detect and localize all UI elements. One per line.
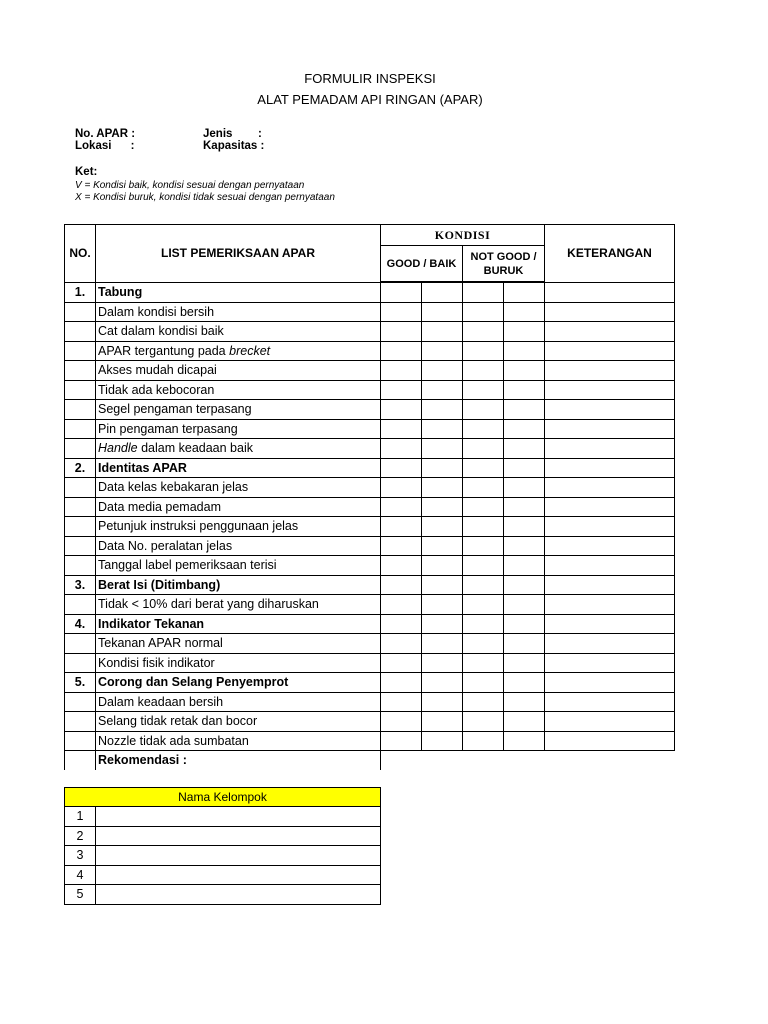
col-keterangan-header: KETERANGAN <box>545 225 675 283</box>
section-heading: Identitas APAR <box>96 458 381 478</box>
row-number <box>65 380 96 400</box>
kondisi-cell[interactable] <box>422 419 463 439</box>
table-row <box>65 419 675 439</box>
row-number: 5. <box>65 673 96 693</box>
kondisi-cell[interactable] <box>422 731 463 751</box>
keterangan-cell[interactable] <box>545 673 675 693</box>
kondisi-cell[interactable] <box>504 673 545 693</box>
row-number <box>65 302 96 322</box>
kondisi-cell[interactable] <box>381 341 422 361</box>
group-member-row <box>65 807 381 827</box>
group-member-name-cell[interactable] <box>96 846 381 866</box>
kondisi-cell[interactable] <box>504 536 545 556</box>
keterangan-cell[interactable] <box>545 439 675 459</box>
kondisi-cell[interactable] <box>381 556 422 576</box>
kondisi-cell[interactable] <box>504 575 545 595</box>
inspection-table <box>64 224 675 770</box>
keterangan-cell[interactable] <box>545 341 675 361</box>
kondisi-cell[interactable] <box>381 712 422 732</box>
row-number <box>65 692 96 712</box>
group-title: Nama Kelompok <box>65 788 381 807</box>
col-notgood-line2: BURUK <box>483 264 524 277</box>
kondisi-cell[interactable] <box>422 458 463 478</box>
kondisi-cell[interactable] <box>422 653 463 673</box>
row-number: 1. <box>65 282 96 302</box>
kondisi-cell[interactable] <box>504 361 545 381</box>
group-member-row <box>65 826 381 846</box>
group-member-row <box>65 865 381 885</box>
keterangan-cell[interactable] <box>545 556 675 576</box>
kondisi-cell[interactable] <box>504 439 545 459</box>
row-number <box>65 517 96 537</box>
kondisi-cell[interactable] <box>504 712 545 732</box>
kondisi-cell[interactable] <box>504 341 545 361</box>
kondisi-cell[interactable] <box>381 400 422 420</box>
kondisi-cell[interactable] <box>381 361 422 381</box>
keterangan-cell[interactable] <box>545 575 675 595</box>
keterangan-cell[interactable] <box>545 361 675 381</box>
table-row <box>65 692 675 712</box>
kondisi-cell[interactable] <box>463 673 504 693</box>
kondisi-cell[interactable] <box>381 692 422 712</box>
row-number <box>65 653 96 673</box>
row-number <box>65 400 96 420</box>
table-row <box>65 380 675 400</box>
check-item: Selang tidak retak dan bocor <box>96 712 381 732</box>
check-item: Dalam kondisi bersih <box>96 302 381 322</box>
check-item: Tekanan APAR normal <box>96 634 381 654</box>
keterangan-cell[interactable] <box>545 322 675 342</box>
row-number: 3. <box>65 575 96 595</box>
row-number <box>65 556 96 576</box>
col-list-header: LIST PEMERIKSAAN APAR <box>96 225 381 283</box>
table-row <box>65 302 675 322</box>
row-number <box>65 634 96 654</box>
table-row <box>65 653 675 673</box>
check-item: Pin pengaman terpasang <box>96 419 381 439</box>
kondisi-cell[interactable] <box>422 673 463 693</box>
keterangan-cell[interactable] <box>545 380 675 400</box>
row-number <box>65 361 96 381</box>
keterangan-cell[interactable] <box>545 614 675 634</box>
kondisi-cell[interactable] <box>504 497 545 517</box>
form-title: FORMULIR INSPEKSI <box>304 71 436 86</box>
col-notgood-header <box>463 246 545 283</box>
keterangan-cell[interactable] <box>545 731 675 751</box>
table-row <box>65 673 675 693</box>
check-item: Tidak < 10% dari berat yang diharuskan <box>96 595 381 615</box>
kondisi-cell[interactable] <box>463 478 504 498</box>
kondisi-cell[interactable] <box>422 282 463 302</box>
keterangan-cell[interactable] <box>545 536 675 556</box>
check-item: Tanggal label pemeriksaan terisi <box>96 556 381 576</box>
kondisi-cell[interactable] <box>463 302 504 322</box>
rekomendasi-row <box>65 751 675 770</box>
kondisi-cell[interactable] <box>381 458 422 478</box>
kondisi-cell[interactable] <box>504 692 545 712</box>
kondisi-cell[interactable] <box>463 439 504 459</box>
keterangan-cell[interactable] <box>545 712 675 732</box>
section-heading: Corong dan Selang Penyemprot <box>96 673 381 693</box>
jenis-label: Jenis : <box>203 128 262 140</box>
keterangan-cell[interactable] <box>545 478 675 498</box>
kondisi-cell[interactable] <box>463 536 504 556</box>
lokasi-label: Lokasi : <box>75 140 135 152</box>
ket-x-line: X = Kondisi buruk, kondisi tidak sesuai dengan pernyataan <box>75 192 335 203</box>
table-row <box>65 595 675 615</box>
kondisi-cell[interactable] <box>463 653 504 673</box>
check-item: Akses mudah dicapai <box>96 361 381 381</box>
kondisi-cell[interactable] <box>422 517 463 537</box>
kondisi-cell[interactable] <box>381 653 422 673</box>
kondisi-cell[interactable] <box>504 634 545 654</box>
row-number: 4. <box>65 614 96 634</box>
row-number <box>65 712 96 732</box>
keterangan-cell[interactable] <box>545 517 675 537</box>
section-heading: Tabung <box>96 282 381 302</box>
kondisi-cell[interactable] <box>381 322 422 342</box>
check-item: Tidak ada kebocoran <box>96 380 381 400</box>
inspection-rows <box>65 282 675 770</box>
kondisi-cell[interactable] <box>504 302 545 322</box>
table-row <box>65 361 675 381</box>
kondisi-cell[interactable] <box>422 322 463 342</box>
kondisi-cell[interactable] <box>422 302 463 322</box>
row-number <box>65 536 96 556</box>
kondisi-cell[interactable] <box>504 517 545 537</box>
kondisi-cell[interactable] <box>422 497 463 517</box>
kondisi-cell[interactable] <box>381 497 422 517</box>
table-row <box>65 731 675 751</box>
kondisi-cell[interactable] <box>381 614 422 634</box>
row-number <box>65 439 96 459</box>
col-notgood-line1: NOT GOOD / <box>470 250 537 263</box>
group-member-number: 4 <box>65 865 96 885</box>
kondisi-cell[interactable] <box>504 614 545 634</box>
kondisi-cell[interactable] <box>381 302 422 322</box>
group-member-number: 5 <box>65 885 96 905</box>
group-member-name-cell[interactable] <box>96 885 381 905</box>
keterangan-cell[interactable] <box>545 634 675 654</box>
keterangan-cell[interactable] <box>545 282 675 302</box>
col-kondisi-header: KONDISI <box>381 225 545 246</box>
kondisi-cell[interactable] <box>422 536 463 556</box>
kondisi-cell[interactable] <box>381 439 422 459</box>
ket-label: Ket: <box>75 166 98 178</box>
rekomendasi-label: Rekomendasi : <box>96 751 381 770</box>
kondisi-cell[interactable] <box>463 361 504 381</box>
kondisi-cell[interactable] <box>504 282 545 302</box>
kondisi-cell[interactable] <box>422 400 463 420</box>
kondisi-cell[interactable] <box>422 575 463 595</box>
keterangan-cell[interactable] <box>545 419 675 439</box>
table-row <box>65 439 675 459</box>
col-good-header: GOOD / BAIK <box>381 246 463 283</box>
keterangan-cell[interactable] <box>545 400 675 420</box>
group-member-number: 1 <box>65 807 96 827</box>
check-item: Kondisi fisik indikator <box>96 653 381 673</box>
row-number <box>65 478 96 498</box>
kondisi-cell[interactable] <box>381 517 422 537</box>
kondisi-cell[interactable] <box>504 478 545 498</box>
ket-v-line: V = Kondisi baik, kondisi sesuai dengan pernyataan <box>75 180 305 191</box>
kondisi-cell[interactable] <box>381 634 422 654</box>
keterangan-cell[interactable] <box>545 653 675 673</box>
kondisi-cell[interactable] <box>422 614 463 634</box>
keterangan-cell[interactable] <box>545 302 675 322</box>
kondisi-cell[interactable] <box>463 731 504 751</box>
row-number <box>65 419 96 439</box>
table-row <box>65 614 675 634</box>
kondisi-cell[interactable] <box>504 419 545 439</box>
kondisi-cell[interactable] <box>463 341 504 361</box>
kondisi-cell[interactable] <box>422 361 463 381</box>
table-row <box>65 322 675 342</box>
kondisi-cell[interactable] <box>504 556 545 576</box>
check-item: Cat dalam kondisi baik <box>96 322 381 342</box>
kondisi-cell[interactable] <box>504 653 545 673</box>
kondisi-cell[interactable] <box>504 731 545 751</box>
check-item: Dalam keadaan bersih <box>96 692 381 712</box>
kondisi-cell[interactable] <box>463 322 504 342</box>
kondisi-cell[interactable] <box>463 556 504 576</box>
table-row <box>65 282 675 302</box>
rekomendasi-spacer <box>65 751 96 770</box>
table-row <box>65 478 675 498</box>
kondisi-cell[interactable] <box>463 575 504 595</box>
kondisi-cell[interactable] <box>422 439 463 459</box>
kondisi-cell[interactable] <box>422 692 463 712</box>
row-number <box>65 497 96 517</box>
form-subtitle: ALAT PEMADAM API RINGAN (APAR) <box>257 92 483 107</box>
kondisi-cell[interactable] <box>504 322 545 342</box>
kondisi-cell[interactable] <box>381 731 422 751</box>
kondisi-cell[interactable] <box>381 478 422 498</box>
kapasitas-label: Kapasitas : <box>203 140 265 152</box>
table-row <box>65 497 675 517</box>
kondisi-cell[interactable] <box>381 419 422 439</box>
kondisi-cell[interactable] <box>463 692 504 712</box>
kondisi-cell[interactable] <box>504 458 545 478</box>
kondisi-cell[interactable] <box>381 673 422 693</box>
keterangan-cell[interactable] <box>545 692 675 712</box>
kondisi-cell[interactable] <box>504 400 545 420</box>
group-table <box>64 787 381 905</box>
keterangan-cell[interactable] <box>545 497 675 517</box>
kondisi-cell[interactable] <box>422 341 463 361</box>
kondisi-cell[interactable] <box>463 458 504 478</box>
row-number <box>65 341 96 361</box>
check-item: APAR tergantung pada brecket <box>96 341 381 361</box>
row-number <box>65 595 96 615</box>
kondisi-cell[interactable] <box>463 634 504 654</box>
kondisi-cell[interactable] <box>381 595 422 615</box>
keterangan-cell[interactable] <box>545 458 675 478</box>
kondisi-cell[interactable] <box>463 400 504 420</box>
row-number <box>65 731 96 751</box>
kondisi-cell[interactable] <box>381 575 422 595</box>
keterangan-cell[interactable] <box>545 595 675 615</box>
kondisi-cell[interactable] <box>422 634 463 654</box>
kondisi-cell[interactable] <box>504 380 545 400</box>
kondisi-cell[interactable] <box>463 419 504 439</box>
kondisi-cell[interactable] <box>463 380 504 400</box>
kondisi-cell[interactable] <box>504 595 545 615</box>
kondisi-cell[interactable] <box>463 595 504 615</box>
check-item: Data No. peralatan jelas <box>96 536 381 556</box>
check-item: Segel pengaman terpasang <box>96 400 381 420</box>
check-item: Data media pemadam <box>96 497 381 517</box>
kondisi-cell[interactable] <box>463 712 504 732</box>
col-no-header: NO. <box>65 225 96 283</box>
group-member-name-cell[interactable] <box>96 865 381 885</box>
group-member-number: 3 <box>65 846 96 866</box>
row-number <box>65 322 96 342</box>
group-member-name-cell[interactable] <box>96 826 381 846</box>
no-apar-label: No. APAR : <box>75 128 136 140</box>
check-item: Data kelas kebakaran jelas <box>96 478 381 498</box>
kondisi-cell[interactable] <box>381 380 422 400</box>
kondisi-cell[interactable] <box>463 517 504 537</box>
group-member-name-cell[interactable] <box>96 807 381 827</box>
kondisi-cell[interactable] <box>422 380 463 400</box>
table-row <box>65 556 675 576</box>
kondisi-cell[interactable] <box>381 536 422 556</box>
kondisi-cell[interactable] <box>381 282 422 302</box>
group-member-row <box>65 846 381 866</box>
kondisi-cell[interactable] <box>422 595 463 615</box>
kondisi-cell[interactable] <box>422 712 463 732</box>
group-member-row <box>65 885 381 905</box>
check-item: Petunjuk instruksi penggunaan jelas <box>96 517 381 537</box>
kondisi-cell[interactable] <box>463 614 504 634</box>
kondisi-cell[interactable] <box>422 478 463 498</box>
table-row <box>65 575 675 595</box>
table-row <box>65 517 675 537</box>
kondisi-cell[interactable] <box>463 497 504 517</box>
check-item: Handle dalam keadaan baik <box>96 439 381 459</box>
table-row <box>65 341 675 361</box>
check-item: Nozzle tidak ada sumbatan <box>96 731 381 751</box>
row-number: 2. <box>65 458 96 478</box>
table-row <box>65 536 675 556</box>
table-row <box>65 712 675 732</box>
section-heading: Indikator Tekanan <box>96 614 381 634</box>
section-heading: Berat Isi (Ditimbang) <box>96 575 381 595</box>
table-row <box>65 458 675 478</box>
table-row <box>65 634 675 654</box>
kondisi-cell[interactable] <box>422 556 463 576</box>
group-member-number: 2 <box>65 826 96 846</box>
table-row <box>65 400 675 420</box>
kondisi-cell[interactable] <box>463 282 504 302</box>
